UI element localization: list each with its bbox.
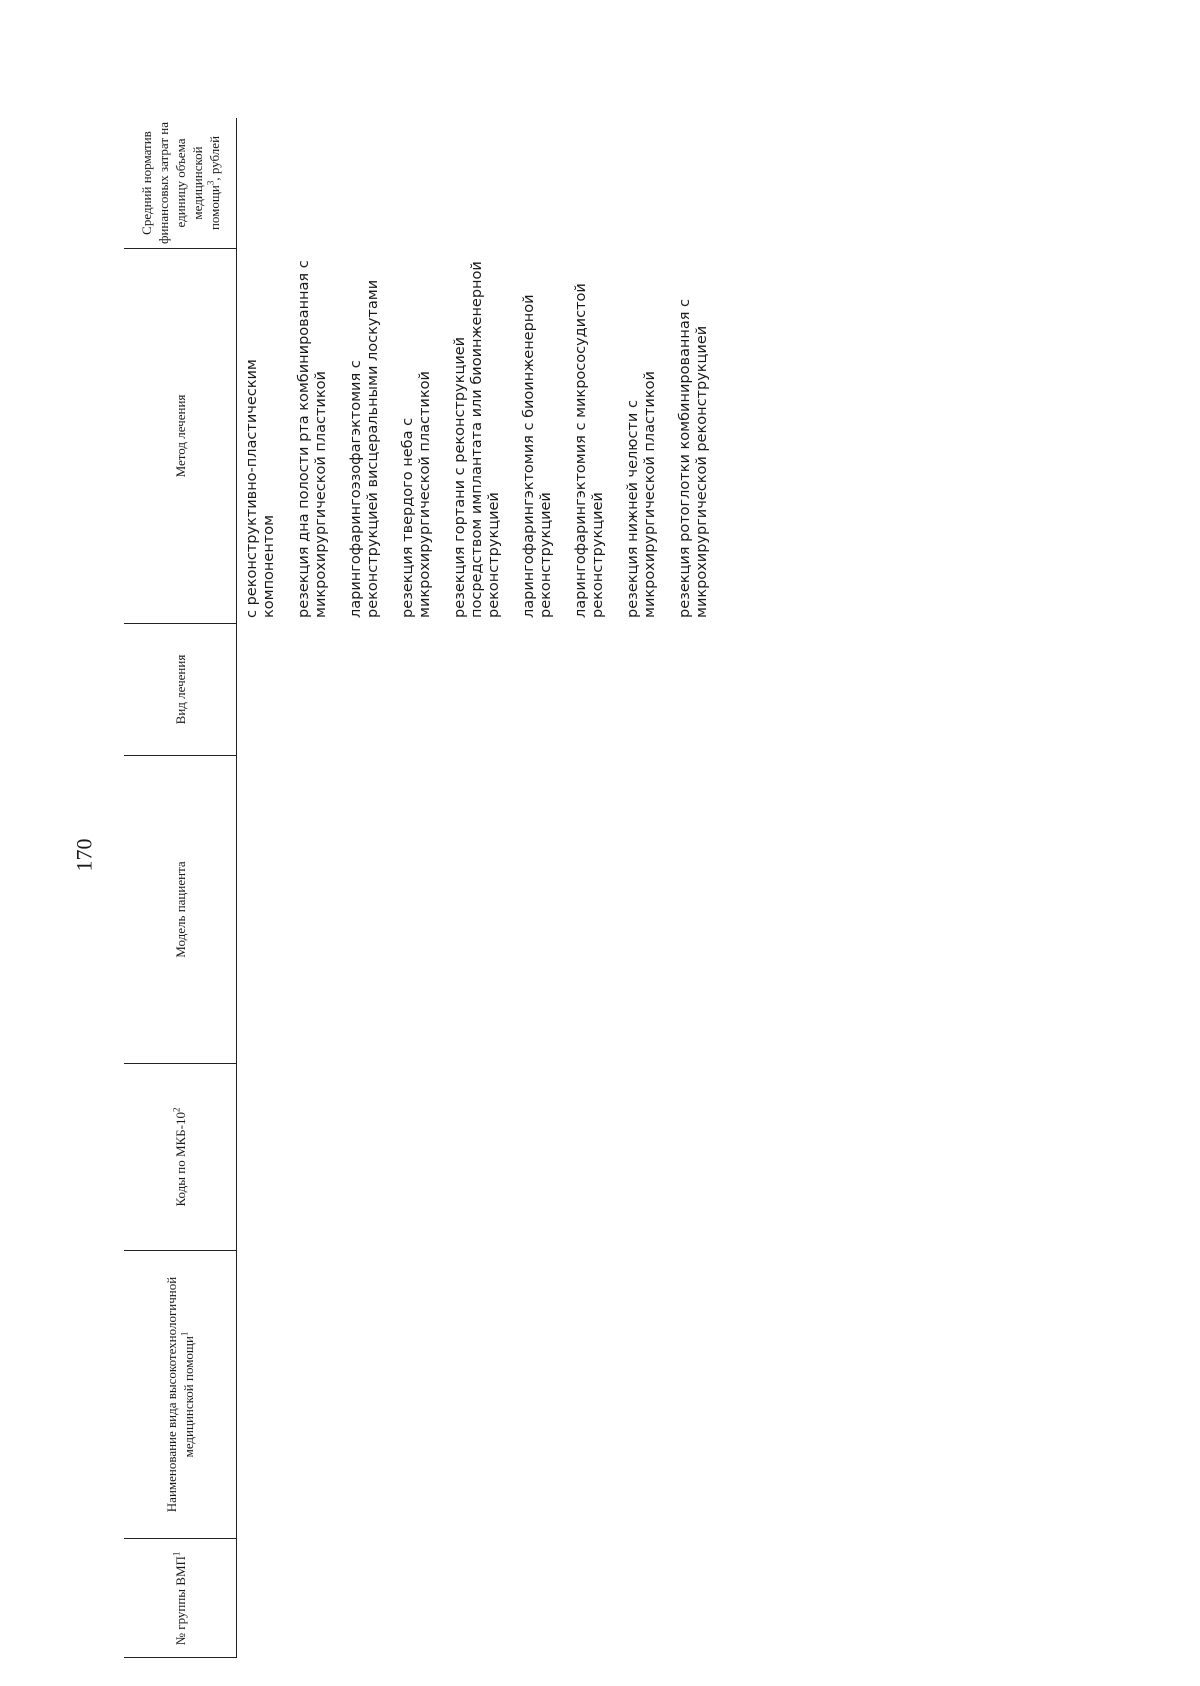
method-entry: с реконструктивно-пластическим компонентом — [244, 359, 277, 618]
method-entry: ларингофарингоэзофагэктомия с реконструкцией висцеральными лоскутами — [348, 279, 381, 618]
method-entry: резекция ротоглотки комбинированная с микрохирургической реконструкцией — [677, 298, 710, 618]
header-patient-model-text: Модель пациента — [172, 861, 188, 958]
method-entry: резекция дна полости рта комбинированная с микрохирургической пластикой — [296, 260, 329, 618]
header-treatment-type — [124, 623, 236, 755]
header-icd-codes — [124, 1063, 236, 1250]
header-group-no — [124, 1538, 236, 1658]
header-icd-codes-text: Коды по МКБ-10 — [172, 1112, 188, 1207]
vmp-table — [124, 118, 1200, 1658]
method-entry: резекция гортани с реконструкцией посредством имплантата или биоинженерной реконструкцией — [452, 261, 502, 618]
page-number — [68, 838, 97, 873]
header-treatment-method — [124, 248, 236, 623]
header-vmp-name-sup: 1 — [179, 1331, 190, 1337]
header-vmp-name — [124, 1250, 236, 1538]
rotated-table-container — [124, 118, 1200, 1658]
header-group-no-text: № группы ВМП — [172, 1556, 188, 1646]
method-entry: резекция нижней челюсти с микрохирургической пластикой — [625, 371, 658, 618]
header-cost-norm — [124, 118, 236, 248]
header-cost-norm-text: Средний норматив финансовых затрат на единицу объема медицинской помощи — [138, 122, 222, 244]
header-treatment-type-text: Вид лечения — [172, 654, 188, 725]
header-group-no-sup: 1 — [171, 1551, 182, 1557]
header-cost-norm-unit: , рублей — [206, 135, 222, 181]
method-entry: резекция твердого неба с микрохирургической пластикой — [400, 371, 433, 618]
page-number-text: 170 — [71, 838, 97, 872]
header-treatment-method-text: Метод лечения — [172, 394, 188, 478]
header-patient-model — [124, 755, 236, 1063]
header-icd-codes-sup: 2 — [171, 1107, 182, 1113]
table-header-row — [124, 118, 237, 1658]
header-vmp-name-text: Наименование вида высокотехнологичной медицинской помощи — [164, 1276, 196, 1513]
header-cost-norm-sup: 3 — [205, 180, 216, 186]
method-entry: ларингофарингэктомия с биоинженерной реконструкцией — [521, 294, 554, 618]
treatment-method-cell — [238, 253, 938, 618]
method-entry: ларингофарингэктомия с микрососудистой реконструкцией — [573, 283, 606, 618]
